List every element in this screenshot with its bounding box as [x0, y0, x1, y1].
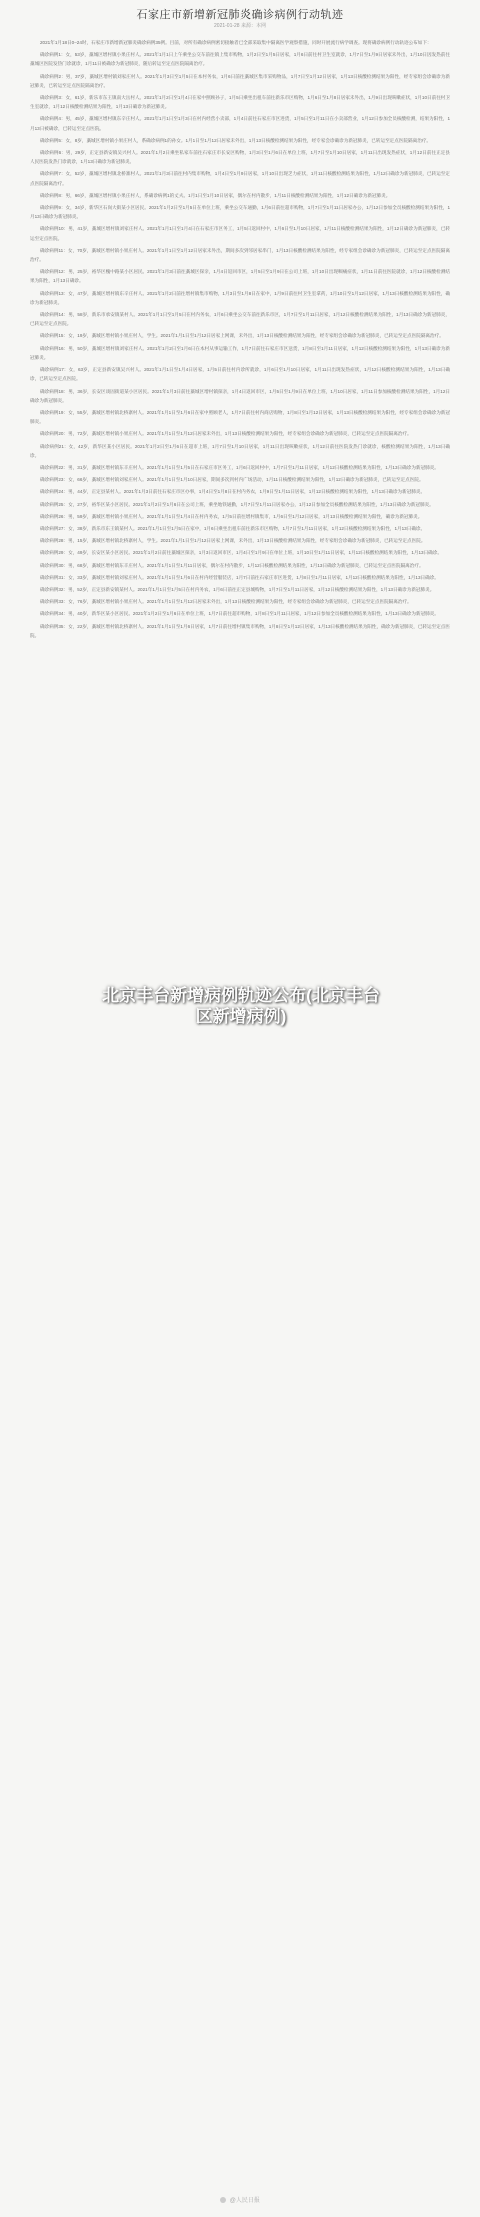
document-paragraph: 确诊病例7：女，52岁，藁城区增村镇北桥寨村人。2021年1月3日前往村内集市购物，1月4日至1月9日居家，1月10日出现乏力症状，1月11日核酸检测结果为阳性，1月12日确诊为新冠肺炎，已转运至定点医院隔离治疗。 [30, 171, 450, 186]
document-paragraph: 确诊病例11：女，70岁，藁城区增村镇小果庄村人。2021年1月1日至1月12日居家未外出，期间多次到邻居家串门，1月13日核酸检测结果为阳性，经专家组会诊确诊为新冠肺炎，已转运至定点医院隔离治疗。 [30, 247, 450, 263]
document-paragraph: 确诊病例4：男，45岁，藁城区增村镇东辛庄村人。2021年1月1日至1月3日在村内经营小卖部，1月4日前往石家庄市区进货，1月5日至1月11日在小卖部营业，1月12日参加全员核酸检测，结果为阳性，1月13日被确诊，已转运至定点医院。 [30, 116, 450, 131]
document-paragraph: 确诊病例25：女，27岁，裕华区某小区居民。2021年1月2日至1月6日在公司上班，乘坐地铁通勤，1月7日至1月11日居家办公，1月12日参加全员核酸检测结果为阳性，1月13日确诊为新冠肺炎。 [40, 501, 434, 507]
document-title: 石家庄市新增新冠肺炎确诊病例行动轨迹 [136, 9, 344, 21]
document-paragraph: 确诊病例9：女，34岁，新华区石岗大街某小区居民。2021年1月2日至1月5日在单位上班，乘坐公交车通勤，1月6日前往超市购物，1月7日至1月11日居家办公，1月12日参加全员核酸检测结果为阳性，1月13日确诊为新冠肺炎。 [30, 205, 450, 220]
document-paragraph: 确诊病例24：男，44岁，正定县某村人。2021年1月3日前往石家庄市区办事，1月4日至1月8日在村内务农，1月9日至1月11日居家，1月12日核酸检测结果为阳性，1月13日确诊为新冠肺炎。 [40, 489, 426, 495]
document-paragraph: 确诊病例31：女，33岁，藁城区增村镇刘家庄村人。2021年1月1日至1月6日在村内经营服装店，1月7日前往石家庄市区进货，1月8日至1月11日居家，1月12日核酸检测结果为阳性，1月13日确诊。 [40, 574, 439, 580]
watermark-text: @人民日报 [229, 2198, 260, 2204]
document-meta: 2021-01-28 来源：本网 [214, 23, 266, 29]
document-paragraph: 确诊病例15：女，19岁，藁城区增村镇小果庄村人，学生。2021年1月1日至1月12日居家上网课，未外出，1月13日核酸检测结果为阳性，经专家组会诊确诊为新冠肺炎，已转运至定点医院隔离治疗。 [40, 333, 444, 339]
document-paragraph: 2021年1月18日0–24时，石家庄市新增新冠肺炎确诊病例35例。目前，对所有确诊病例密切接触者已全部采取集中隔离医学观察措施，同时开展流行病学调查。现将确诊病例行动轨迹公布如下： [40, 40, 432, 45]
document-paragraph: 确诊病例18：男，36岁，长安区谈固街道某小区居民。2021年1月3日前往藁城区增村镇探亲，1月4日返回市区，1月5日至1月9日在单位上班，1月10日居家，1月11日参加核酸检测结果为阳性，1月12日确诊为新冠肺炎。 [30, 388, 450, 403]
document-paragraph: 确诊病例26：男，59岁，藁城区增村镇小果庄村人。2021年1月1日至1月4日在村内务农，1月5日前往增村镇集市，1月6日至1月12日居家，1月13日核酸检测结果为阳性，确诊为新冠肺炎。 [40, 513, 423, 519]
document-paragraph: 确诊病例34：男，40岁，新华区某小区居民。2021年1月2日至1月6日在单位上班，1月7日前往超市购物，1月8日至1月11日居家，1月12日参加全员核酸检测结果为阳性，1月13日确诊为新冠肺炎。 [40, 611, 439, 617]
document-paragraph: 确诊病例1：女，53岁，藁城区增村镇小果庄村人。2021年1月1日上午乘坐公交车前往镇上集市购物，1月2日至1月5日居家，1月6日前往村卫生室就诊，1月7日至1月9日居家未外出，1月10日因发热前往藁城区医院发热门诊就诊，1月11日被确诊为新冠肺炎，随后转运至定点医院隔离治疗。 [30, 52, 450, 67]
watermark [0, 2195, 480, 2204]
document-paragraph: 确诊病例22：男，31岁，藁城区增村镇东辛庄村人。2021年1月1日至1月5日在石家庄市区务工，1月6日返回村中，1月7日至1月11日居家，1月12日核酸检测结果为阳性，1月13日确诊为新冠肺炎。 [40, 464, 439, 470]
document-paragraph: 确诊病例23：女，66岁，藁城区增村镇刘家庄村人。2021年1月1日至1月10日居家，期间多次到村内广场活动，1月11日核酸检测结果为阳性，1月12日确诊为新冠肺炎，已转运至定点医院。 [40, 477, 424, 483]
document-paragraph: 确诊病例27：女，38岁，新乐市东王镇某村人。2021年1月1日至1月5日在家中，1月6日乘坐出租车前往新乐市区购物，1月7日至1月11日居家，1月12日核酸检测结果为阳性，1月13日确诊。 [40, 525, 426, 531]
document-paragraph: 确诊病例33：女，76岁，藁城区增村镇小果庄村人。2021年1月1日至1月12日居家未外出，1月13日核酸检测结果为阳性，经专家组会诊确诊为新冠肺炎，已转运至定点医院隔离治疗。 [40, 599, 412, 605]
document-paragraph: 确诊病例29：女，49岁，长安区某小区居民。2021年1月2日前往藁城区探亲，1月3日返回市区，1月4日至1月9日在单位上班，1月10日至1月11日居家，1月12日核酸检测结果为阳性，1月13日确诊。 [40, 550, 442, 556]
document-paragraph: 确诊病例5：女，8岁，藁城区增村镇小果庄村人，系确诊病例1的孙女。1月1日至1月12日居家未外出，1月13日核酸检测结果为阳性，经专家会诊确诊为新冠肺炎，已转运至定点医院隔离治疗。 [40, 137, 432, 143]
document-paragraph: 确诊病例32：男，52岁，正定县新安镇某村人。2021年1月1日至1月5日在村内务农，1月6日前往正定县城购物，1月7日至1月11日居家，1月12日核酸检测结果为阳性，1月13日确诊为新冠肺炎。 [40, 586, 435, 592]
document-paragraph: 确诊病例8：男，66岁，藁城区增村镇小果庄村人，系确诊病例1的丈夫。1月1日至1月10日居家，偶尔在村内散步，1月11日核酸检测结果为阳性，1月12日确诊为新冠肺炎。 [40, 192, 391, 198]
overlay-banner-title: 北京丰台新增病例轨迹公布(北京丰台区新增病例) [102, 986, 380, 1026]
document-paragraph: 确诊病例12：男，25岁，裕华区槐中路某小区居民。2021年1月3日前往藁城区探亲，1月4日返回市区，1月5日至1月9日在公司上班，1月10日出现咽痛症状，1月11日前往医院就诊，1月12日核酸检测结果为阳性，1月13日确诊。 [30, 269, 450, 284]
document-paragraph: 确诊病例16：男，50岁，藁城区增村镇刘家庄村人。2021年1月2日至1月6日在本村从事运输工作，1月7日前往石家庄市区送货，1月8日至1月11日居家，1月12日核酸检测结果为阳性，1月13日确诊为新冠肺炎。 [30, 345, 450, 360]
document-paragraph: 确诊病例10：男，41岁，藁城区增村镇刘家庄村人。2021年1月1日至1月4日在石家庄市区务工，1月5日返回村中，1月6日至1月10日居家，1月11日核酸检测结果为阳性，1月12日确诊为新冠肺炎，已转运至定点医院。 [30, 226, 450, 241]
document-paragraph: 确诊病例17：女，63岁，正定县新安镇吴兴村人。2021年1月1日至1月4日居家，1月5日前往村内诊所就诊，1月6日至1月10日居家，1月11日出现发热症状，1月12日核酸检测结果为阳性，1月13日确诊，已转运至定点医院。 [30, 367, 450, 382]
document-paragraph: 确诊病例30：男，68岁，藁城区增村镇东辛庄村人。2021年1月1日至1月11日居家，偶尔在村内散步，1月12日核酸检测结果为阳性，1月13日确诊为新冠肺炎，已转运至定点医院隔离治疗。 [40, 562, 424, 568]
document-paragraph: 确诊病例3：女，61岁，新乐市东王镇南大岳村人。2021年1月2日至1月4日在家中照顾孙子，1月5日乘坐出租车前往新乐市区购物，1月6日至1月8日居家未外出，1月9日出现咳嗽症状，1月10日前往村卫生室就诊，1月12日核酸检测结果为阳性，1月13日确诊为新冠肺炎。 [30, 95, 450, 110]
document-paragraph: 确诊病例2：男，37岁，藁城区增村镇刘家庄村人。2021年1月3日至1月5日在本村务农，1月6日前往藁城区集市采购物品，1月7日至1月12日居家，1月13日核酸检测结果为阳性，经专家组会诊确诊为新冠肺炎，已转运至定点医院隔离治疗。 [30, 73, 450, 88]
document-paragraph: 确诊病例20：男，72岁，藁城区增村镇小果庄村人。2021年1月1日至1月12日居家未外出，1月13日核酸检测结果为阳性，经专家组会诊确诊为新冠肺炎，已转运至定点医院隔离治疗。 [40, 431, 412, 437]
document-paragraph: 确诊病例19：女，55岁，藁城区增村镇北桥寨村人。2021年1月1日至1月6日在家中照顾老人，1月7日前往村内商店购物，1月8日至1月12日居家，1月13日核酸检测结果为阳性，经专家组会诊确诊为新冠肺炎。 [30, 409, 450, 425]
document-body [30, 38, 450, 2188]
document-paragraph: 确诊病例13：女，47岁，藁城区增村镇东辛庄村人。2021年1月2日前往增村镇集市购物，1月3日至1月8日在家中，1月9日前往村卫生室拿药，1月10日至1月12日居家，1月13日核酸检测结果为阳性，确诊为新冠肺炎。 [30, 290, 450, 305]
document-paragraph: 确诊病例21：女，42岁，新华区某小区居民。2021年1月2日至1月6日在超市上班，1月7日至1月10日居家，1月11日出现咳嗽症状，1月12日前往医院发热门诊就诊，核酸检测结果为阳性，1月13日确诊。 [30, 443, 450, 458]
document-paragraph: 确诊病例14：男，58岁，新乐市承安镇某村人。2021年1月1日至1月5日在村内务农，1月6日乘坐公交车前往新乐市区，1月7日至1月11日居家，1月12日核酸检测结果为阳性，1月13日确诊为新冠肺炎，已转运至定点医院。 [30, 312, 450, 327]
document-paragraph: 确诊病例6：男，29岁，正定县新安镇吴兴村人。2021年1月2日乘坐私家车前往石家庄市长安区购物，1月3日至1月6日在单位上班，1月7日至1月10日居家，1月11日出现发热症状，1月12日前往正定县人民医院发热门诊就诊，1月13日确诊为新冠肺炎。 [30, 150, 450, 165]
document-paragraph: 确诊病例28：男，15岁，藁城区增村镇北桥寨村人，学生。2021年1月1日至1月12日居家上网课，未外出，1月13日核酸检测结果为阳性，经专家组会诊确诊为新冠肺炎，已转运至定点医院。 [40, 538, 426, 544]
document-paragraph: 确诊病例35：女，22岁，藁城区增村镇北桥寨村人。2021年1月1日至1月6日居家，1月7日前往增村镇集市购物，1月8日至1月12日居家，1月13日核酸检测结果为阳性，确诊为新冠肺炎，已转运至定点医院。 [30, 623, 450, 638]
watermark-logo-icon [220, 2197, 226, 2203]
